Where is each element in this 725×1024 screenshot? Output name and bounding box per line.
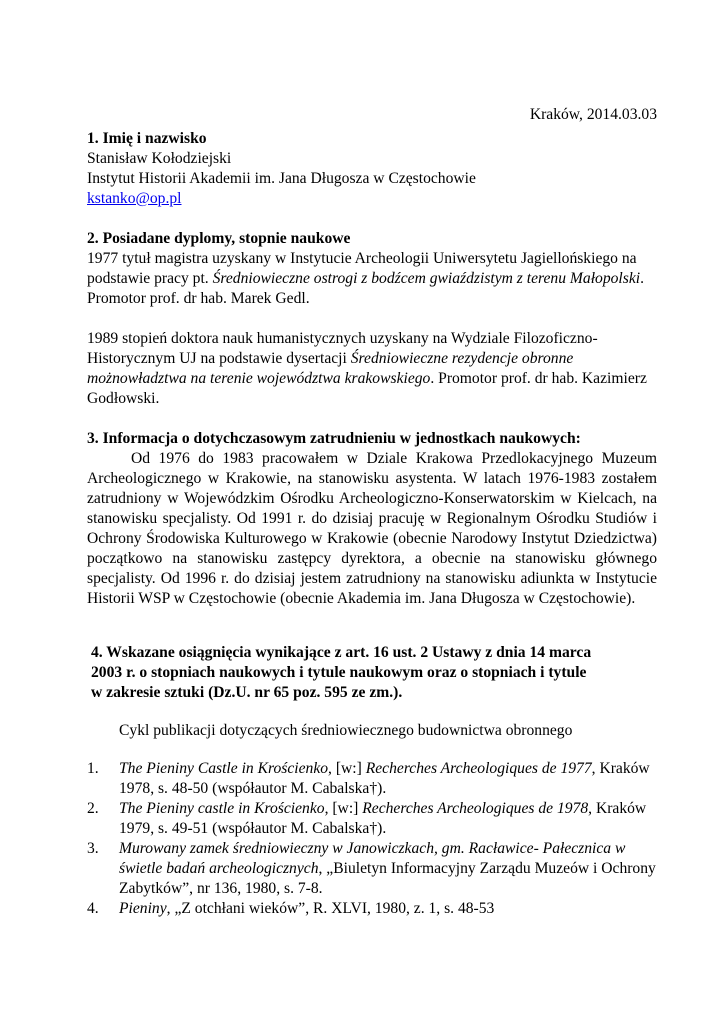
document-content (87, 105, 657, 919)
author-institution: Instytut Historii Akademii im. Jana Długosza w Częstochowie (87, 170, 476, 187)
employment-history: Od 1976 do 1983 pracowałem w Dziale Krakowa Przedlokacyjnego Muzeum Archeologicznego w Krakowie, na stanowisku asystenta. W latach 1976-1983 zostałem zatrudniony w Wojewódzkim Ośrodku Archeologiczno-Konserwatorskim w Kielcach, na stanowisku specjalisty. Od 1991 r. do dzisiaj pracuję w Regionalnym Ośrodku Studiów i Ochrony Środowiska Kulturowego w Krakowie (obecnie Narodowy Instytut Dziedzictwa) początkowo na stanowisku zastępcy dyrektora, a obecnie na stanowisku głównego specjalisty. Od 1996 r. do dzisiaj jestem zatrudniony na stanowisku adiunkta w Instytucie Historii WSP w Częstochowie (obecnie Akademia im. Jana Długosza w Częstochowie). (87, 450, 657, 607)
section1-heading: 1. Imię i nazwisko (87, 130, 207, 147)
doctoral-thesis-title: Średniowieczne rezydencje obronne możnowładztwa na terenie województwa krakowskiego (87, 350, 574, 387)
section3-heading: 3. Informacja o dotychczasowym zatrudnieniu w jednostkach naukowych: (87, 430, 581, 447)
publication-title: The Pieniny castle in Krościenko (119, 800, 325, 817)
list-item: 2. The Pieniny castle in Krościenko, [w:] Recherches Archeologiques de 1978, Kraków 1979, s. 49-51 (współautor M. Cabalska†). (87, 800, 647, 837)
section4-heading: 4. Wskazane osiągnięcia wynikające z art. 16 ust. 2 Ustawy z dnia 14 marca 2003 r. o stopniach naukowych i tytule naukowym oraz o stopniach i tytule w zakresie sztuki (Dz.U. nr 65 poz. 595 ze zm.). (91, 644, 592, 701)
masters-thesis-title: Średniowieczne ostrogi z bodźcem gwiaździstym z terenu Małopolski (212, 270, 641, 287)
diploma-doctorate: 1989 stopień doktora nauk humanistycznych uzyskany na Wydziale Filozoficzno-Historycznym UJ na podstawie dysertacji Średniowieczne rezydencje obronne możnowładztwa na terenie województwa krakowskiego. Promotor prof. dr hab. Kazimierz Godłowski. (87, 330, 647, 407)
list-item: 3. Murowany zamek średniowieczny w Janowiczkach, gm. Racławice- Pałecznica w świetle badań archeologicznych, „Biuletyn Informacyjny Zarządu Muzeów i Ochrony Zabytków”, nr 136, 1980, s. 7-8. (87, 840, 656, 897)
document-date: Kraków, 2014.03.03 (529, 106, 657, 123)
publication-title: Murowany zamek średniowieczny w Janowiczkach, gm. Racławice- Pałecznica w świetle badań archeologicznych (119, 840, 626, 877)
author-email-link[interactable]: kstanko@op.pl (87, 190, 182, 207)
list-item: 4. Pieniny, „Z otchłani wieków”, R. XLVI, 1980, z. 1, s. 48-53 (87, 900, 495, 917)
section2-heading: 2. Posiadane dyplomy, stopnie naukowe (87, 230, 351, 247)
publication-cycle-title: Cykl publikacji dotyczących średniowiecznego budownictwa obronnego (119, 722, 573, 739)
publication-title: The Pieniny Castle in Krościenko (119, 760, 329, 777)
publication-title: Pieniny (119, 900, 167, 917)
publication-list (87, 759, 657, 919)
publication-source: Recherches Archeologiques de 1977 (365, 760, 592, 777)
diploma-masters: 1977 tytuł magistra uzyskany w Instytucie Archeologii Uniwersytetu Jagiellońskiego na podstawie pracy pt. Średniowieczne ostrogi z bodźcem gwiaździstym z terenu Małopolski. Promotor prof. dr hab. Marek Gedl. (87, 250, 644, 307)
list-item: 1. The Pieniny Castle in Krościenko, [w:] Recherches Archeologiques de 1977, Kraków 1978, s. 48-50 (współautor M. Cabalska†). (87, 760, 650, 797)
author-name: Stanisław Kołodziejski (87, 150, 232, 167)
publication-source: Recherches Archeologiques de 1978 (362, 800, 589, 817)
